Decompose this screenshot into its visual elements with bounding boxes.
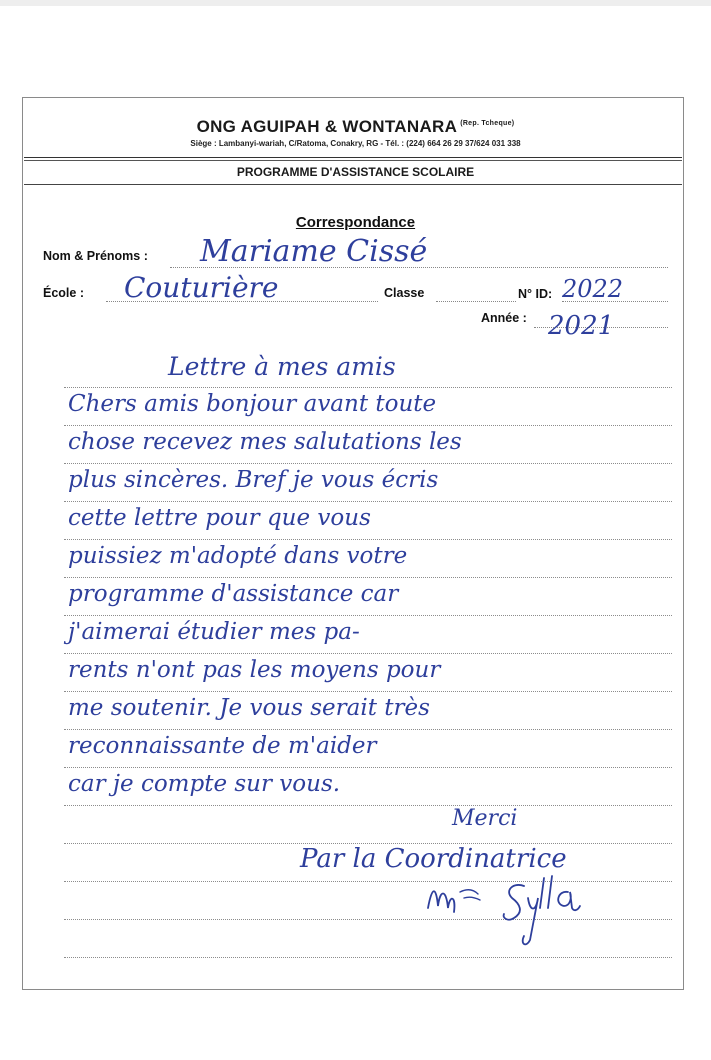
id-value: 2022 <box>562 275 624 303</box>
org-address: Siège : Lambanyi-wariah, C/Ratoma, Conakry, RG - Tél. : (224) 664 26 29 37/624 031 338 <box>190 139 521 148</box>
ruled-line <box>64 691 672 692</box>
class-dotline <box>436 301 516 302</box>
org-name: ONG AGUIPAH & WONTANARA $^{(Rep. Tcheque)}$ <box>196 117 515 136</box>
letter-line: car je compte sur vous. <box>68 771 341 797</box>
program-title: PROGRAMME D'ASSISTANCE SCOLAIRE <box>236 165 475 179</box>
class-label: Classe <box>384 286 425 300</box>
letter-line: me soutenir. Je vous serait très <box>68 695 430 721</box>
ruled-line <box>64 539 672 540</box>
ruled-line <box>64 805 672 806</box>
letter-line: Chers amis bonjour avant toute <box>68 391 437 417</box>
letter-line: cette lettre pour que vous <box>68 505 371 531</box>
program-rule <box>24 184 682 185</box>
form-title: Correspondance <box>295 214 416 231</box>
ruled-line <box>64 615 672 616</box>
ruled-line <box>64 729 672 730</box>
letter-heading: Lettre à mes amis <box>168 352 396 381</box>
letter-line: j'aimerai étudier mes pa- <box>68 619 360 645</box>
letter-line: reconnaissante de m'aider <box>68 733 377 759</box>
ruled-line <box>64 653 672 654</box>
header-rule-thin <box>24 160 682 161</box>
letter-line: rents n'ont pas les moyens pour <box>68 657 441 683</box>
id-label: N° ID: <box>518 287 553 301</box>
letter-line: plus sincères. Bref je vous écris <box>68 467 439 493</box>
year-label: Année : <box>481 311 527 325</box>
letter-line: chose recevez mes salutations les <box>68 429 462 455</box>
ruled-line <box>64 767 672 768</box>
year-value: 2021 <box>548 311 615 341</box>
letter-line: programme d'assistance car <box>68 581 399 607</box>
ruled-line <box>64 425 672 426</box>
name-value: Mariame Cissé <box>200 234 428 269</box>
header-rule <box>24 157 682 158</box>
coordinator-line: Par la Coordinatrice <box>300 844 567 874</box>
ruled-line <box>64 577 672 578</box>
org-country: (Rep. Tcheque) <box>460 120 515 128</box>
signature-icon <box>420 868 590 950</box>
ruled-line <box>64 387 672 388</box>
ruled-line <box>64 957 672 958</box>
school-label: École : <box>43 286 84 300</box>
ruled-line <box>64 463 672 464</box>
scan-edge <box>0 0 711 6</box>
school-value: Couturière <box>124 271 279 304</box>
closing: Merci <box>452 806 518 831</box>
ruled-line <box>64 501 672 502</box>
letter-line: puissiez m'adopté dans votre <box>68 543 408 569</box>
name-label: Nom & Prénoms : <box>43 249 148 263</box>
